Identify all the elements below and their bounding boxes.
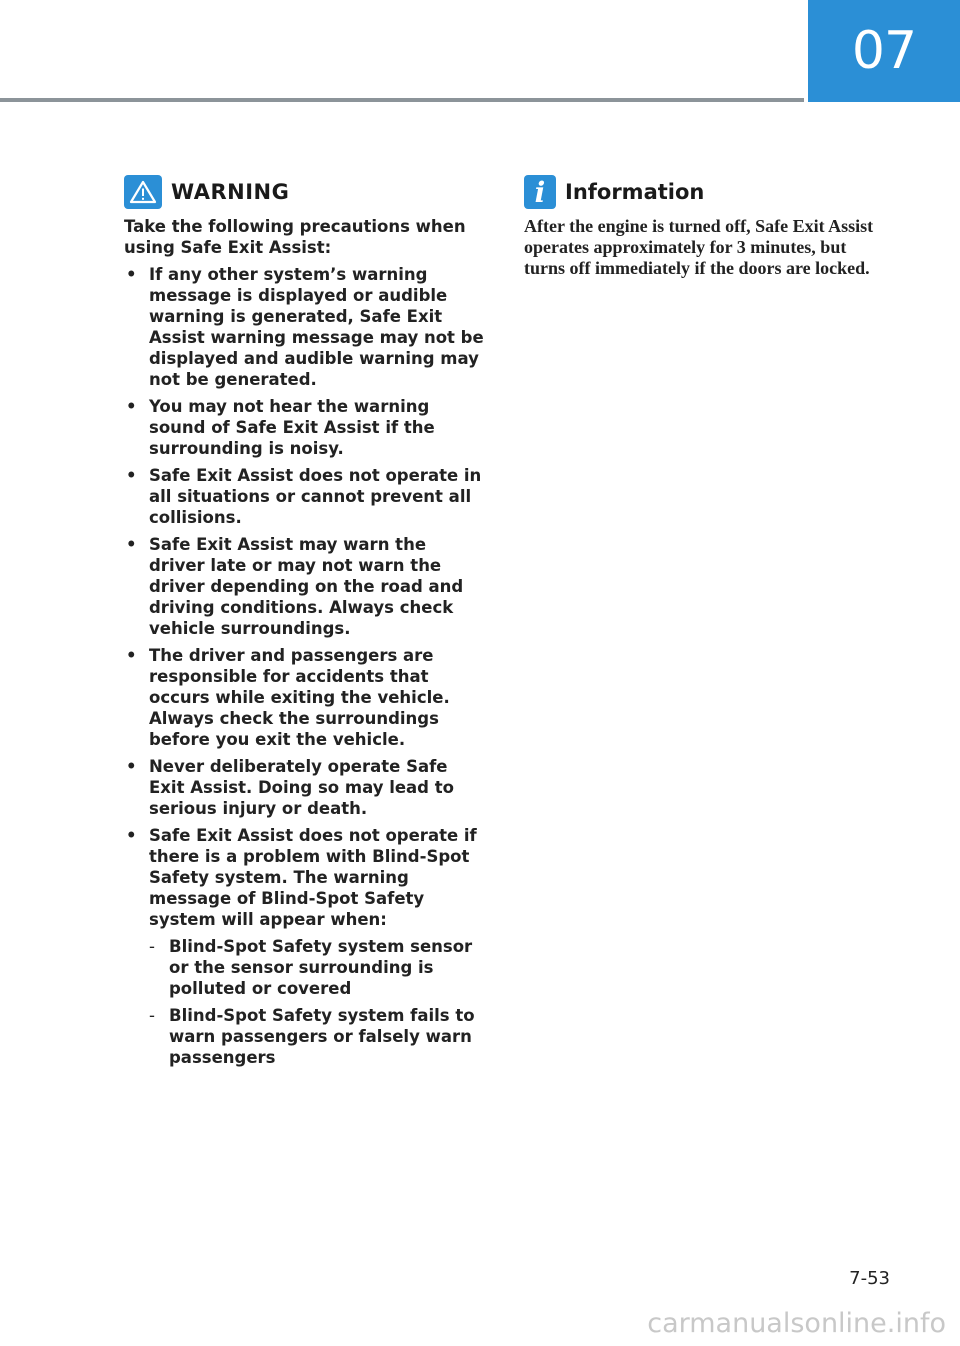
list-item: • If any other system’s warning message is displayed or audible warning is generated, Safe Exit Assist warning message may not be displayed and audible warning may not be generated. <box>126 265 484 389</box>
information-header <box>524 174 884 210</box>
warning-sub-list <box>149 936 486 1068</box>
warning-bullet-list <box>124 264 486 1068</box>
list-item: • Safe Exit Assist does not operate in all situations or cannot prevent all collisions. <box>126 466 482 527</box>
list-item: • Safe Exit Assist does not operate if there is a problem with Blind-Spot Safety system. The warning message of Blind-Spot Safety system will appear when: - Blind-Spot Safety system sensor or the sensor surrounding is polluted or covered - Blind-Spot Safety system fails to warn passengers or falsely warn passengers <box>124 825 486 1068</box>
sub-list-item: - Blind-Spot Safety system fails to warn passengers or falsely warn passengers <box>149 1006 475 1067</box>
warning-header <box>124 174 486 210</box>
warning-title: WARNING <box>171 180 290 204</box>
warning-intro: Take the following precautions when using Safe Exit Assist: <box>124 217 466 257</box>
warning-section <box>124 174 486 1074</box>
sub-list-item: - Blind-Spot Safety system sensor or the sensor surrounding is polluted or covered <box>149 937 473 998</box>
information-section <box>524 174 884 279</box>
info-icon: i <box>524 175 556 209</box>
list-item: • The driver and passengers are responsible for accidents that occurs while exiting the vehicle. Always check the surroundings before you exit the vehicle. <box>126 646 450 749</box>
warning-triangle-icon <box>124 175 162 209</box>
information-title: Information <box>565 180 705 204</box>
list-item: • Never deliberately operate Safe Exit Assist. Doing so may lead to serious injury or death. <box>126 757 454 818</box>
list-item: • You may not hear the warning sound of Safe Exit Assist if the surrounding is noisy. <box>126 397 435 458</box>
watermark: carmanualsonline.info <box>647 1307 946 1339</box>
information-text: After the engine is turned off, Safe Exit Assist operates approximately for 3 minutes, but turns off immediately if the doors are locked. <box>524 216 874 278</box>
chapter-tab <box>808 0 960 102</box>
header-rule <box>0 98 804 102</box>
page-number: 7-53 <box>849 1268 890 1289</box>
list-item: • Safe Exit Assist may warn the driver late or may not warn the driver depending on the road and driving conditions. Always check vehicle surroundings. <box>126 535 464 638</box>
chapter-number: 07 <box>851 21 917 81</box>
